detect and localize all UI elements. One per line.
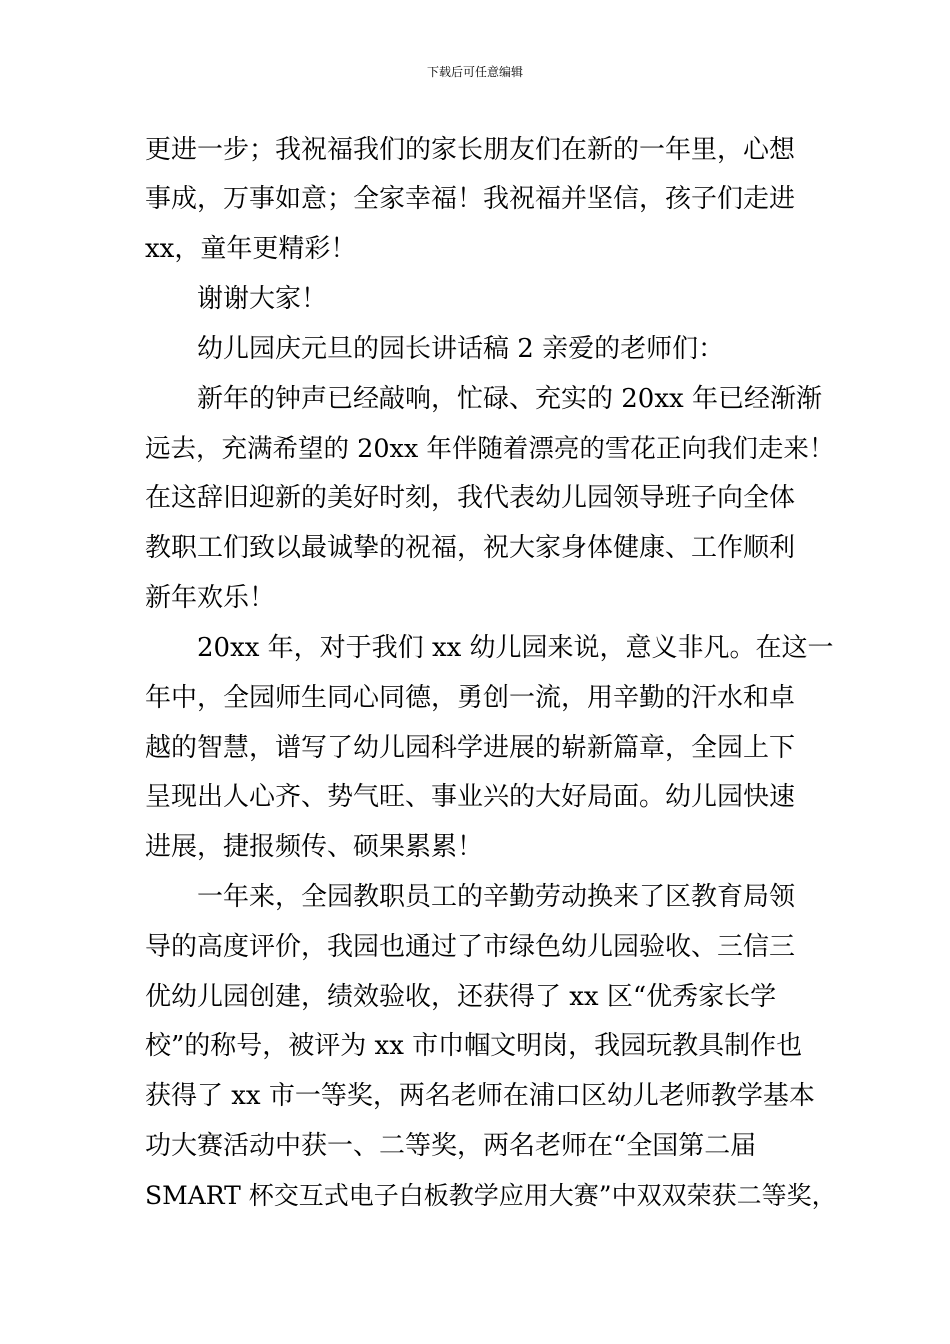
- text-line: 优幼儿园创建，绩效验收，还获得了 xx 区“优秀家长学: [145, 982, 777, 1012]
- text-line: 获得了 xx 市一等奖，两名老师在浦口区幼儿老师教学基本: [145, 1081, 815, 1111]
- text-line: SMART 杯交互式电子白板教学应用大赛”中双双荣获二等奖，: [145, 1181, 837, 1210]
- text-line: xx，童年更精彩！: [145, 234, 357, 264]
- text-line: 在这辞旧迎新的美好时刻，我代表幼儿园领导班子向全体: [145, 483, 796, 513]
- text-line: 幼儿园庆元旦的园长讲话稿 2 亲爱的老师们：: [197, 334, 725, 364]
- text-line: 校”的称号，被评为 xx 市巾帼文明岗，我园玩教具制作也: [145, 1031, 803, 1061]
- text-line: 事成，万事如意；全家幸福！我祝福并坚信，孩子们走进: [145, 184, 796, 214]
- text-line: 进展，捷报频传、硕果累累！: [145, 832, 484, 862]
- text-line: 20xx 年，对于我们 xx 幼儿园来说，意义非凡。在这一: [197, 633, 834, 663]
- text-line: 教职工们致以最诚挚的祝福，祝大家身体健康、工作顺利: [145, 533, 796, 563]
- text-line: 新年欢乐！: [145, 583, 276, 613]
- text-line: 越的智慧，谱写了幼儿园科学进展的崭新篇章，全园上下: [145, 733, 796, 763]
- page-header: 下载后可任意编辑: [426, 65, 523, 79]
- text-line: 呈现出人心齐、势气旺、事业兴的大好局面。幼儿园快速: [145, 782, 796, 812]
- text-line: 新年的钟声已经敲响，忙碌、充实的 20xx 年已经渐渐: [197, 384, 822, 414]
- text-line: 功大赛活动中获一、二等奖，两名老师在“全国第二届: [145, 1131, 757, 1161]
- text-line: 导的高度评价，我园也通过了市绿色幼儿园验收、三信三: [145, 932, 796, 962]
- text-line: 远去，充满希望的 20xx 年伴随着漂亮的雪花正向我们走来！: [145, 434, 835, 464]
- text-line: 更进一步；我祝福我们的家长朋友们在新的一年里，心想: [145, 135, 796, 165]
- text-line: 一年来，全园教职员工的辛勤劳动换来了区教育局领: [197, 882, 796, 912]
- text-line: 年中，全园师生同心同德，勇创一流，用辛勤的汗水和卓: [145, 683, 796, 713]
- text-line: 谢谢大家！: [197, 284, 328, 314]
